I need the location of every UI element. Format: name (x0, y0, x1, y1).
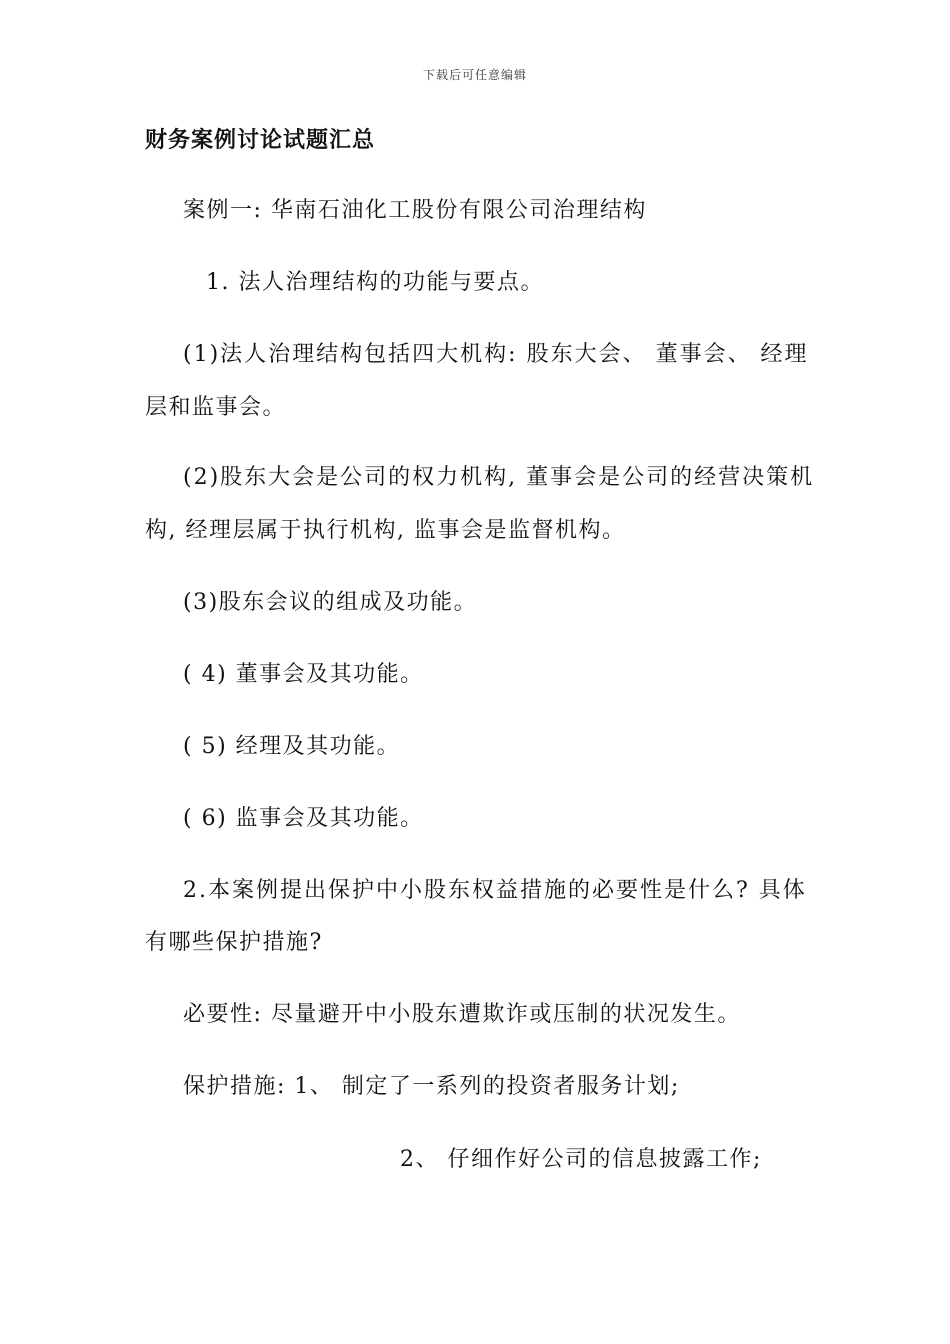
paragraph-6: ( 6) 监事会及其功能。 (183, 806, 424, 831)
paragraph-3: (3)股东会议的组成及功能。 (183, 590, 478, 615)
measure-2: 2、 仔细作好公司的信息披露工作; (400, 1147, 762, 1172)
document-title: 财务案例讨论试题汇总 (145, 128, 376, 153)
measure-1: 保护措施: 1、 制定了一系列的投资者服务计划; (183, 1074, 680, 1099)
question-2-line-2: 有哪些保护措施? (145, 930, 323, 955)
case-heading: 案例一: 华南石油化工股份有限公司治理结构 (183, 198, 647, 223)
question-2-line-1: 2.本案例提出保护中小股东权益措施的必要性是什么? 具体 (183, 878, 807, 903)
question-1: 1. 法人治理结构的功能与要点。 (206, 270, 544, 295)
paragraph-2-line-2: 构, 经理层属于执行机构, 监事会是监督机构。 (145, 518, 626, 543)
header-note: 下载后可任意编辑 (422, 68, 527, 82)
paragraph-1-line-1: (1)法人治理结构包括四大机构: 股东大会、 董事会、 经理 (183, 342, 809, 367)
paragraph-4: ( 4) 董事会及其功能。 (183, 662, 424, 687)
paragraph-2-line-1: (2)股东大会是公司的权力机构, 董事会是公司的经营决策机 (183, 465, 815, 490)
necessity-text: 必要性: 尽量避开中小股东遭欺诈或压制的状况发生。 (183, 1002, 741, 1027)
paragraph-5: ( 5) 经理及其功能。 (183, 734, 401, 759)
paragraph-1-line-2: 层和监事会。 (145, 395, 287, 420)
